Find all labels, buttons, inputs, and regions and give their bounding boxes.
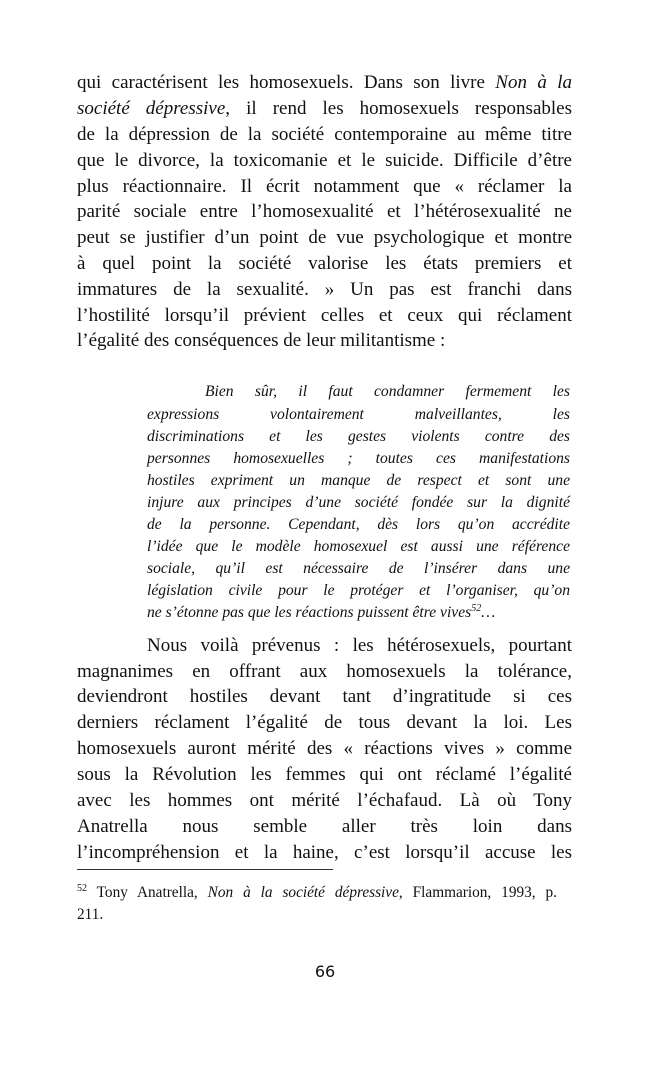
text-line (77, 841, 572, 865)
text-line (77, 304, 572, 328)
footnote-ref: 52 (77, 883, 87, 894)
text-line (77, 905, 557, 925)
text-line (77, 278, 572, 302)
page-number: 66 (314, 962, 336, 981)
text-line (77, 252, 572, 276)
text-line (77, 789, 572, 813)
text-line (205, 382, 570, 402)
text-line (147, 427, 570, 447)
text-span: qui caractérisent les homosexuels. Dans son livre (77, 72, 496, 93)
text-line (77, 175, 572, 199)
text-span: sociale, qu’il est nécessaire de l’insérer dans une (147, 560, 570, 577)
text-line (77, 149, 572, 173)
text-span: hostiles expriment un manque de respect et sont une (147, 472, 570, 489)
text-line (77, 97, 572, 121)
text-line (77, 685, 572, 709)
text-span: Bien sûr, il faut condamner fermement les (205, 383, 570, 400)
text-line (147, 559, 570, 579)
text-span: plus réactionnaire. Il écrit notamment que « réclamer la (77, 176, 572, 197)
text-line (147, 581, 570, 601)
text-line (147, 405, 570, 425)
text-line (77, 660, 572, 684)
text-line (77, 226, 572, 250)
text-span: législation civile pour le protéger et l’organiser, qu’on (147, 582, 570, 599)
text-span: société dépressive (77, 98, 226, 119)
text-line (77, 763, 572, 787)
text-span: l’égalité des conséquences de leur militantisme : (77, 330, 446, 351)
text-span: Non à la société dépressive (207, 884, 399, 901)
text-line (147, 537, 570, 557)
text-span: injure aux principes d’une société fondée sur la dignité (147, 494, 570, 511)
text-span: peut se justifier d’un point de vue psychologique et montre (77, 227, 572, 248)
text-span: immatures de la sexualité. » Un pas est franchi dans (77, 279, 572, 300)
text-span: Nous voilà prévenus : les hétérosexuels, pourtant (147, 635, 572, 656)
text-span: personnes homosexuelles ; toutes ces manifestations (147, 450, 570, 467)
text-line (77, 200, 572, 224)
text-span: homosexuels auront mérité des « réactions vives » comme (77, 738, 572, 759)
text-line (77, 883, 557, 903)
text-line (147, 449, 570, 469)
text-line (77, 123, 572, 147)
text-span: Non à la (495, 72, 573, 93)
text-span: expressions volontairement malveillantes, les (147, 406, 570, 423)
text-span: que le divorce, la toxicomanie et le suicide. Difficile d’être (77, 150, 572, 171)
text-span: 211. (77, 906, 104, 923)
text-span: discriminations et les gestes violents contre des (147, 428, 570, 445)
text-span: Tony Anatrella, (87, 884, 208, 901)
text-line (77, 815, 572, 839)
text-span: à quel point la société valorise les états premiers et (77, 253, 572, 274)
text-span: Anatrella nous semble aller très loin dans (77, 816, 572, 837)
footnote-ref: 52 (471, 603, 482, 614)
text-span: de la personne. Cependant, dès lors qu’on accrédite (147, 516, 570, 533)
text-line (147, 603, 570, 623)
text-span: ne s’étonne pas que les réactions puissent être vives (147, 604, 472, 621)
text-span: avec les hommes ont mérité l’échafaud. Là où Tony (77, 790, 572, 811)
text-line (77, 329, 572, 353)
text-line (147, 471, 570, 491)
text-span: l’idée que le modèle homosexuel est aussi une référence (147, 538, 570, 555)
text-line (77, 71, 572, 95)
text-span: derniers réclament l’égalité de tous devant la loi. Les (77, 712, 572, 733)
text-span: , il rend les homosexuels responsables (225, 98, 572, 119)
text-span: de la dépression de la société contemporaine au même titre (77, 124, 572, 145)
text-line (147, 634, 572, 658)
text-line (147, 493, 570, 513)
text-span: … (481, 604, 496, 621)
text-span: parité sociale entre l’homosexualité et l’hétérosexualité ne (77, 201, 572, 222)
text-span: deviendront hostiles devant tant d’ingratitude si ces (77, 686, 572, 707)
text-span: magnanimes en offrant aux homosexuels la tolérance, (77, 661, 572, 682)
text-line (77, 711, 572, 735)
text-line (147, 515, 570, 535)
text-span: l’hostilité lorsqu’il prévient celles et ceux qui réclament (77, 305, 572, 326)
text-span: l’incompréhension et la haine, c’est lorsqu’il accuse les (77, 842, 572, 863)
text-span: sous la Révolution les femmes qui ont réclamé l’égalité (77, 764, 572, 785)
footnote-separator (77, 869, 333, 870)
text-span: , Flammarion, 1993, p. (398, 884, 557, 901)
text-line (77, 737, 572, 761)
